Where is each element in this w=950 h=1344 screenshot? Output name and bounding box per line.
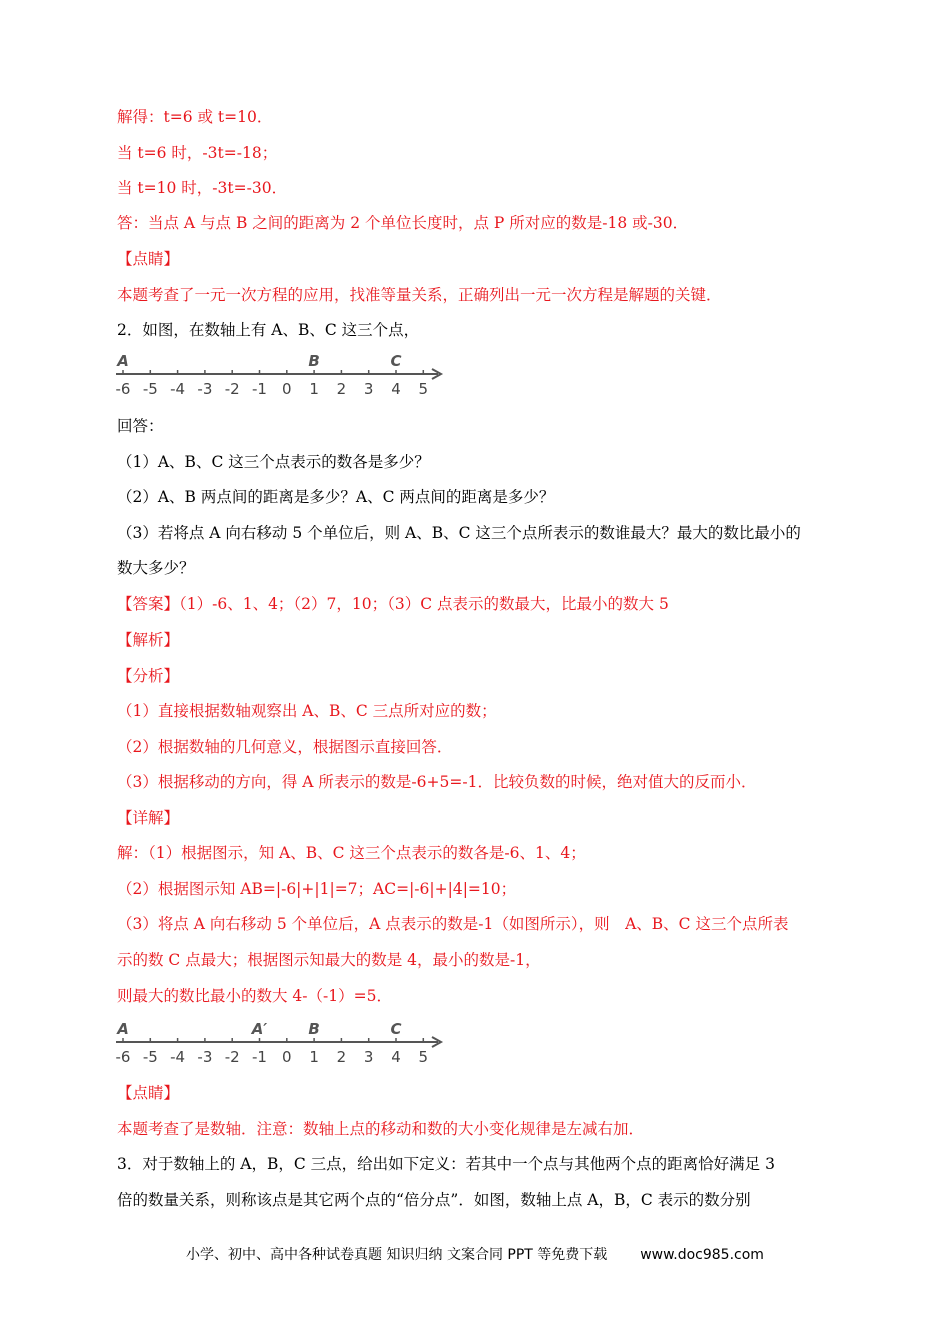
tick-label: 4	[391, 380, 401, 398]
tick-label: 3	[363, 1048, 374, 1066]
tick-label: -4	[170, 380, 186, 398]
tick-label: -1	[252, 380, 267, 398]
text-line: 当 t=6 时，-3t=-18；	[117, 144, 278, 162]
text-line: （2）根据数轴的几何意义，根据图示直接回答．	[117, 738, 453, 756]
tick-label: 0	[282, 380, 292, 398]
point-label: C	[390, 1020, 402, 1038]
text-line: （3）根据移动的方向，得 A 所表示的数是-6+5=-1．比较负数的时候，绝对值大的反而小．	[117, 773, 757, 791]
footer-text: 小学、初中、高中各种试卷真题 知识归纳 文案合同 PPT 等免费下载	[186, 1247, 608, 1263]
tick-label: -6	[115, 380, 131, 398]
text-line: 解得：t=6 或 t=10．	[117, 108, 273, 126]
tick-label: 4	[391, 1048, 401, 1066]
tick-label: 3	[363, 380, 374, 398]
tick-label: 1	[309, 380, 319, 398]
number-line-1-svg	[110, 348, 450, 400]
point-label: A′	[251, 1020, 268, 1038]
tick-label: -1	[252, 1048, 267, 1066]
tick-label: -5	[142, 380, 158, 398]
number-line-1	[110, 348, 450, 404]
text-line: 3．对于数轴上的 A，B，C 三点，给出如下定义：若其中一个点与其他两个点的距离恰好满足 3	[117, 1155, 775, 1173]
text-line: 答：当点 A 与点 B 之间的距离为 2 个单位长度时，点 P 所对应的数是-18 或-30．	[117, 214, 689, 232]
text-line: 【答案】（1）-6、1、4；（2）7，10；（3）C 点表示的数最大，比最小的数大 5	[117, 595, 669, 613]
text-line: 【详解】	[117, 809, 180, 827]
text-line: （3）若将点 A 向右移动 5 个单位后，则 A、B、C 这三个点所表示的数谁最大？最大的数比最小的	[117, 524, 801, 542]
text-line: 【解析】	[117, 631, 180, 649]
text-line: 2．如图，在数轴上有 A、B、C 这三个点，	[117, 321, 420, 339]
tick-label: -4	[170, 1048, 186, 1066]
point-label: C	[390, 352, 402, 370]
point-label: A	[117, 1020, 129, 1038]
tick-label: -3	[197, 380, 213, 398]
text-line: 【点睛】	[117, 1084, 180, 1102]
text-line: 倍的数量关系，则称该点是其它两个点的“倍分点”．如图，数轴上点 A，B，C 表示的数分别	[117, 1191, 751, 1209]
tick-label: -2	[224, 1048, 240, 1066]
tick-label: -2	[224, 380, 240, 398]
text-line: 则最大的数比最小的数大 4-（-1）=5．	[117, 987, 392, 1005]
tick-label: 5	[418, 380, 429, 398]
tick-label: -6	[115, 1048, 131, 1066]
text-line: 回答：	[117, 417, 164, 435]
text-line: （1）直接根据数轴观察出 A、B、C 三点所对应的数；	[117, 702, 497, 720]
tick-label: 1	[309, 1048, 319, 1066]
number-line-2	[110, 1016, 450, 1072]
number-line-2-svg	[110, 1016, 450, 1068]
tick-label: 2	[336, 1048, 347, 1066]
footer-url: www.doc985.com	[640, 1247, 764, 1263]
text-line: 本题考查了是数轴．注意：数轴上点的移动和数的大小变化规律是左减右加．	[117, 1120, 645, 1138]
point-label: A	[117, 352, 129, 370]
tick-label: 5	[418, 1048, 429, 1066]
text-line: （1）A、B、C 这三个点表示的数各是多少？	[117, 453, 430, 471]
text-line: （2）A、B 两点间的距离是多少？A、C 两点间的距离是多少？	[117, 488, 555, 506]
point-label: B	[308, 1020, 320, 1038]
text-line: （3）将点 A 向右移动 5 个单位后，A 点表示的数是-1（如图所示），则 A、B、C 这三个点所表	[117, 915, 789, 933]
text-line: 示的数 C 点最大；根据图示知最大的数是 4，最小的数是-1，	[117, 951, 541, 969]
tick-label: -3	[197, 1048, 213, 1066]
tick-label: -5	[142, 1048, 158, 1066]
tick-label: 0	[282, 1048, 292, 1066]
text-line: 解：（1）根据图示，知 A、B、C 这三个点表示的数各是-6、1、4；	[117, 844, 586, 862]
tick-label: 2	[336, 380, 347, 398]
text-line: 【点睛】	[117, 250, 180, 268]
point-label: B	[308, 352, 320, 370]
text-line: （2）根据图示知 AB=|-6|+|1|=7；AC=|-6|+|4|=10；	[117, 880, 517, 898]
text-line: 数大多少？	[117, 559, 195, 577]
text-line: 本题考查了一元一次方程的应用，找准等量关系，正确列出一元一次方程是解题的关键．	[117, 286, 722, 304]
text-line: 当 t=10 时，-3t=-30．	[117, 179, 288, 197]
text-line: 【分析】	[117, 667, 180, 685]
page-footer	[0, 1244, 950, 1264]
